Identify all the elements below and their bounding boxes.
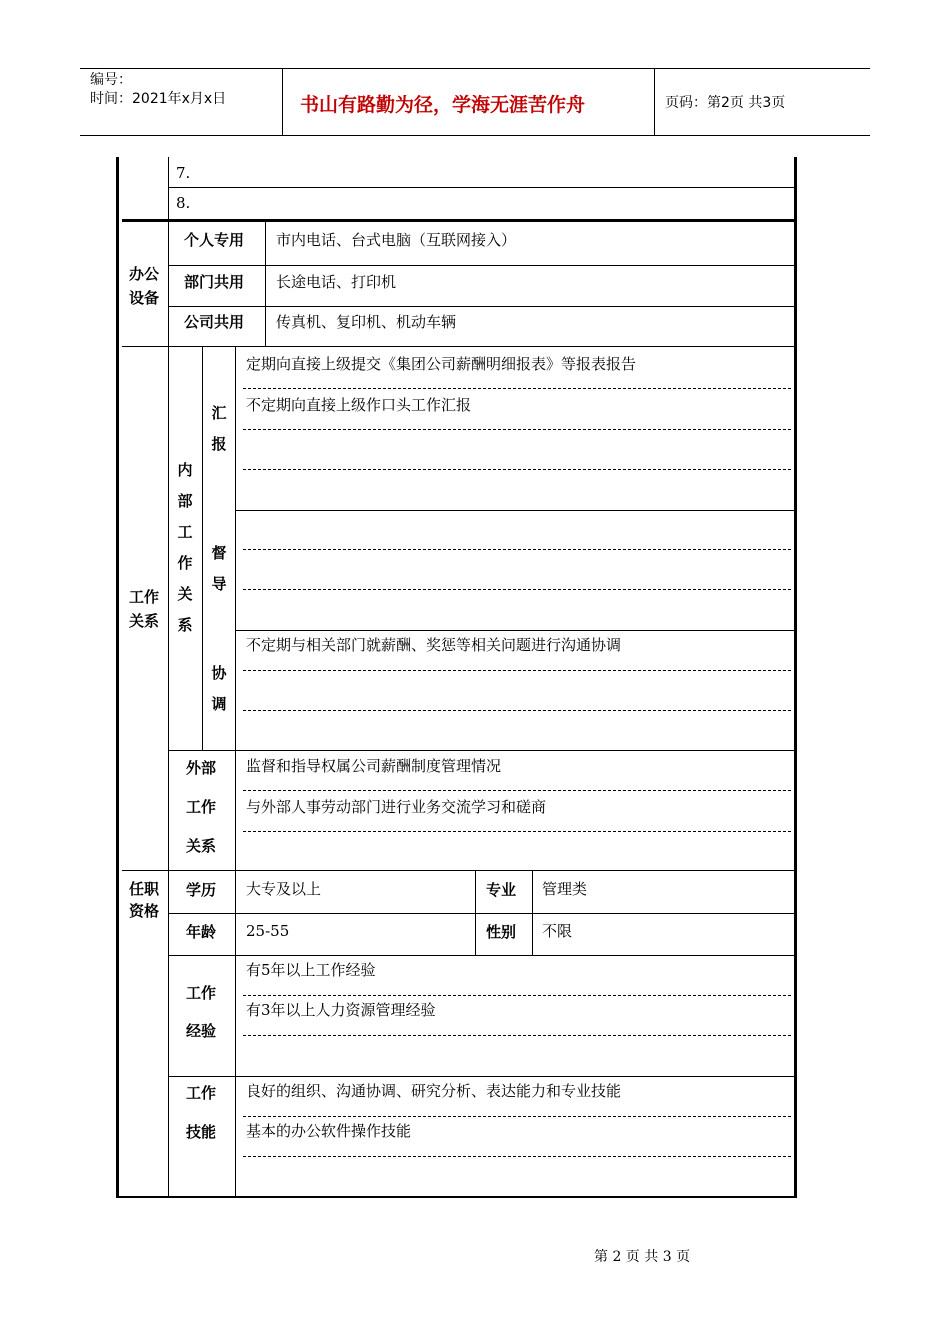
dashed-line bbox=[243, 670, 791, 671]
dashed-line bbox=[243, 388, 791, 389]
age-value: 25-55 bbox=[246, 922, 290, 940]
coordinate-line: 不定期与相关部门就薪酬、奖惩等相关问题进行沟通协调 bbox=[246, 636, 622, 654]
skills-line: 良好的组织、沟通协调、研究分析、表达能力和专业技能 bbox=[246, 1082, 622, 1100]
office-section-label: 办公设备 bbox=[128, 265, 159, 307]
column-divider bbox=[235, 347, 236, 870]
row-divider bbox=[168, 750, 794, 751]
experience-line: 有5年以上工作经验 bbox=[246, 961, 376, 979]
report-line: 定期向直接上级提交《集团公司薪酬明细报表》等报表报告 bbox=[246, 355, 637, 373]
row-divider bbox=[235, 510, 794, 511]
external-label: 关系 bbox=[186, 837, 217, 855]
report-label: 汇报 bbox=[211, 404, 227, 453]
external-label: 工作 bbox=[186, 798, 217, 816]
row-divider bbox=[168, 265, 794, 266]
education-label: 学历 bbox=[186, 881, 217, 899]
external-line: 与外部人事劳动部门进行业务交流学习和磋商 bbox=[246, 798, 547, 816]
experience-label: 工作 bbox=[186, 984, 217, 1002]
section-divider bbox=[122, 870, 794, 871]
dashed-line bbox=[243, 469, 791, 470]
table-left-border bbox=[116, 157, 119, 1197]
table-right-border bbox=[794, 157, 797, 1197]
supervise-label: 督导 bbox=[211, 544, 227, 593]
row-divider bbox=[168, 955, 794, 956]
column-divider bbox=[168, 157, 169, 1197]
header-bottom-rule bbox=[80, 135, 870, 136]
major-value: 管理类 bbox=[542, 880, 588, 898]
row-number: 7. bbox=[176, 164, 191, 182]
office-item-value: 传真机、复印机、机动车辆 bbox=[276, 313, 457, 331]
dashed-line bbox=[243, 710, 791, 711]
motto: 书山有路勤为径，学海无涯苦作舟 bbox=[300, 94, 586, 116]
dashed-line bbox=[243, 790, 791, 791]
dashed-line bbox=[243, 995, 791, 996]
row-divider bbox=[168, 187, 794, 188]
skills-label: 工作 bbox=[186, 1084, 217, 1102]
gender-label: 性别 bbox=[486, 923, 517, 941]
row-divider bbox=[168, 1076, 794, 1077]
coordinate-label: 协调 bbox=[211, 664, 227, 713]
age-label: 年龄 bbox=[186, 923, 217, 941]
office-item-value: 长途电话、打印机 bbox=[276, 273, 397, 291]
header-top-rule bbox=[80, 68, 870, 69]
dashed-line bbox=[243, 1156, 791, 1157]
internal-relations-label: 内部工作关系 bbox=[177, 461, 193, 634]
office-item-label: 个人专用 bbox=[184, 231, 245, 249]
column-divider bbox=[265, 221, 266, 346]
time-label: 时间：2021年x月x日 bbox=[90, 91, 227, 107]
header-divider bbox=[654, 68, 655, 135]
relations-section-label: 工作关系 bbox=[128, 588, 159, 630]
office-item-label: 公司共用 bbox=[184, 313, 245, 331]
dashed-line bbox=[243, 831, 791, 832]
row-number: 8. bbox=[176, 194, 191, 212]
column-divider bbox=[202, 347, 203, 750]
report-line: 不定期向直接上级作口头工作汇报 bbox=[246, 396, 472, 414]
row-divider bbox=[235, 630, 794, 631]
page-footer: 第 2 页 共 3 页 bbox=[594, 1249, 691, 1265]
dashed-line bbox=[243, 549, 791, 550]
experience-label: 经验 bbox=[186, 1022, 217, 1040]
row-divider bbox=[168, 913, 794, 914]
dashed-line bbox=[243, 1035, 791, 1036]
column-divider bbox=[235, 871, 236, 1197]
page-label: 页码：第2页 共3页 bbox=[665, 95, 786, 111]
section-divider bbox=[122, 219, 794, 222]
section-divider bbox=[122, 346, 794, 347]
header-divider bbox=[282, 68, 283, 135]
office-item-value: 市内电话、台式电脑（互联网接入） bbox=[276, 231, 517, 249]
office-item-label: 部门共用 bbox=[184, 273, 245, 291]
qualification-section-label: 任职资格 bbox=[128, 880, 159, 920]
experience-line: 有3年以上人力资源管理经验 bbox=[246, 1001, 436, 1019]
serial-label: 编号： bbox=[90, 72, 132, 88]
dashed-line bbox=[243, 1116, 791, 1117]
gender-value: 不限 bbox=[542, 922, 573, 940]
major-label: 专业 bbox=[486, 881, 517, 899]
row-divider bbox=[168, 306, 794, 307]
external-line: 监督和指导权属公司薪酬制度管理情况 bbox=[246, 757, 502, 775]
skills-label: 技能 bbox=[186, 1123, 217, 1141]
table-bottom-border bbox=[116, 1196, 797, 1198]
dashed-line bbox=[243, 429, 791, 430]
external-label: 外部 bbox=[186, 759, 217, 777]
skills-line: 基本的办公软件操作技能 bbox=[246, 1122, 412, 1140]
education-value: 大专及以上 bbox=[246, 880, 322, 898]
dashed-line bbox=[243, 589, 791, 590]
